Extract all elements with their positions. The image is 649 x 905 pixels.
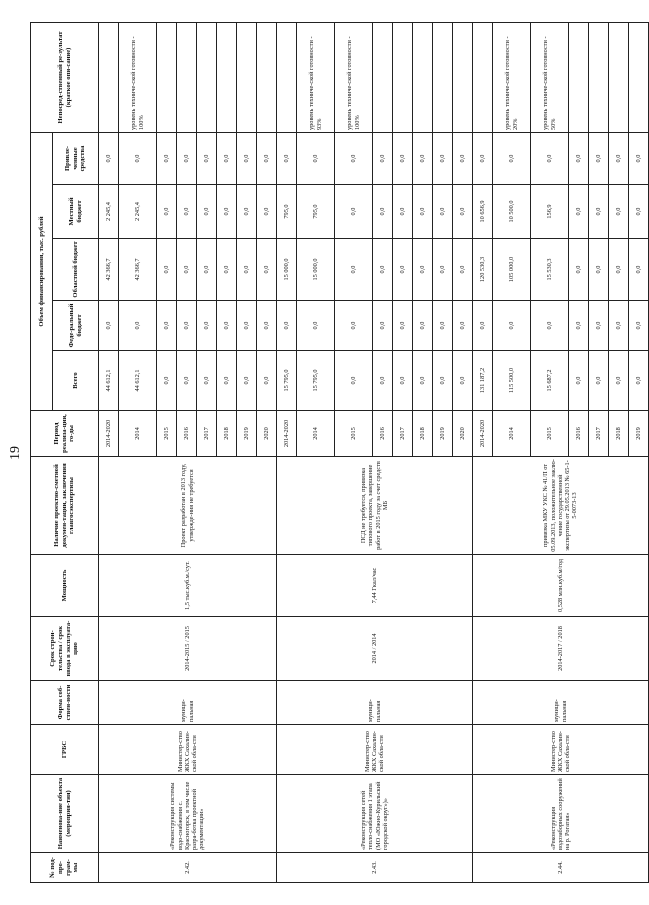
federal-cell: 0,0: [257, 301, 277, 351]
local-cell: 0,0: [217, 185, 237, 239]
regional-cell: 105 000,0: [493, 239, 531, 301]
period-cell: 2016: [373, 411, 393, 457]
local-cell: 0,0: [413, 185, 433, 239]
local-cell: 2 245,4: [119, 185, 157, 239]
result-cell: [177, 23, 197, 133]
table-body: [99, 23, 649, 883]
attracted-cell: 0,0: [531, 133, 569, 185]
result-cell: [569, 23, 589, 133]
total-cell: 0,0: [629, 351, 649, 411]
attracted-cell: 0,0: [589, 133, 609, 185]
local-cell: 10 500,0: [493, 185, 531, 239]
header-grbs: ГРБС: [31, 725, 99, 775]
total-cell: 0,0: [177, 351, 197, 411]
attracted-cell: 0,0: [277, 133, 297, 185]
local-cell: 10 656,9: [473, 185, 493, 239]
attracted-cell: 0,0: [393, 133, 413, 185]
object-term: 2014 / 2014: [277, 617, 473, 681]
attracted-cell: 0,0: [493, 133, 531, 185]
total-cell: 0,0: [453, 351, 473, 411]
local-cell: 2 245,4: [99, 185, 119, 239]
object-ownership: муници-пальная: [277, 681, 473, 725]
regional-cell: 0,0: [413, 239, 433, 301]
federal-cell: 0,0: [473, 301, 493, 351]
regional-cell: 0,0: [157, 239, 177, 301]
total-cell: 0,0: [589, 351, 609, 411]
federal-cell: 0,0: [277, 301, 297, 351]
regional-cell: 42 366,7: [99, 239, 119, 301]
result-cell: [277, 23, 297, 133]
object-number: 2.42.: [99, 853, 277, 883]
local-cell: 0,0: [569, 185, 589, 239]
attracted-cell: 0,0: [609, 133, 629, 185]
period-cell: 2014-2020: [99, 411, 119, 457]
table-row: [99, 23, 119, 883]
header-period: Период реализа-ции, го-ды: [31, 411, 99, 457]
result-cell: уровень техниче-ской готовности - 50%: [531, 23, 569, 133]
result-cell: [413, 23, 433, 133]
result-cell: [373, 23, 393, 133]
result-cell: уровень техниче-ской готовности - 93%: [297, 23, 335, 133]
total-cell: 0,0: [217, 351, 237, 411]
federal-cell: 0,0: [453, 301, 473, 351]
local-cell: 0,0: [237, 185, 257, 239]
federal-cell: 0,0: [237, 301, 257, 351]
period-cell: 2019: [629, 411, 649, 457]
object-name: «Реконструкция сетей тепло-снабжения 1 этапа (МО «Южно-Курильский городской округ»)»: [277, 775, 473, 853]
result-cell: [157, 23, 177, 133]
period-cell: 2014-2020: [277, 411, 297, 457]
local-cell: 156,9: [531, 185, 569, 239]
total-cell: 0,0: [197, 351, 217, 411]
header-docs: Наличие проектно-сметной докумен-тации, заключения главгосэкспертизы: [31, 457, 99, 555]
object-docs: привязка МКУ УКС № 41/П от 05.09.2013, положительное заклю-чение государственной экспертизы от 29.05.2013 № 65-1-5-0073-13: [473, 457, 649, 555]
result-cell: [99, 23, 119, 133]
attracted-cell: 0,0: [433, 133, 453, 185]
federal-cell: 0,0: [99, 301, 119, 351]
local-cell: 0,0: [433, 185, 453, 239]
total-cell: 0,0: [569, 351, 589, 411]
local-cell: 0,0: [629, 185, 649, 239]
federal-cell: 0,0: [217, 301, 237, 351]
result-cell: [589, 23, 609, 133]
period-cell: 2014: [119, 411, 157, 457]
header-power: Мощность: [31, 555, 99, 617]
attracted-cell: 0,0: [569, 133, 589, 185]
header-regional: Областной бюджет: [53, 239, 99, 301]
attracted-cell: 0,0: [297, 133, 335, 185]
attracted-cell: 0,0: [119, 133, 157, 185]
period-cell: 2019: [433, 411, 453, 457]
period-cell: 2020: [257, 411, 277, 457]
federal-cell: 0,0: [177, 301, 197, 351]
attracted-cell: 0,0: [373, 133, 393, 185]
total-cell: 44 612,1: [119, 351, 157, 411]
object-grbs: Министер-ство ЖКХ Сахалин-ской обла-сти: [473, 725, 649, 775]
period-cell: 2019: [237, 411, 257, 457]
result-cell: [609, 23, 629, 133]
header-form: Форма соб-ствен-ности: [31, 681, 99, 725]
result-cell: [257, 23, 277, 133]
regional-cell: 0,0: [433, 239, 453, 301]
period-cell: 2014: [493, 411, 531, 457]
total-cell: 0,0: [335, 351, 373, 411]
total-cell: 0,0: [413, 351, 433, 411]
object-grbs: Министер-ство ЖКХ Сахалин-ской обла-сти: [99, 725, 277, 775]
header-volume: Объем финансирования, тыс. рублей: [31, 133, 53, 411]
result-cell: уровень техниче-ской готовности - 100%: [335, 23, 373, 133]
total-cell: 0,0: [609, 351, 629, 411]
attracted-cell: 0,0: [99, 133, 119, 185]
federal-cell: 0,0: [335, 301, 373, 351]
federal-cell: 0,0: [493, 301, 531, 351]
period-cell: 2015: [531, 411, 569, 457]
total-cell: 0,0: [157, 351, 177, 411]
result-cell: [433, 23, 453, 133]
period-cell: 2017: [393, 411, 413, 457]
attracted-cell: 0,0: [629, 133, 649, 185]
header-name: Наименова-ние объекта (мероприя-тия): [31, 775, 99, 853]
regional-cell: 0,0: [569, 239, 589, 301]
local-cell: 0,0: [453, 185, 473, 239]
header-federal: Феде-ральный бюджет: [53, 301, 99, 351]
result-cell: [197, 23, 217, 133]
period-cell: 2018: [609, 411, 629, 457]
result-cell: [453, 23, 473, 133]
regional-cell: 0,0: [177, 239, 197, 301]
object-name: «Реконструкция водозаборных сооружений на р. Рогатая»: [473, 775, 649, 853]
local-cell: 0,0: [609, 185, 629, 239]
total-cell: 131 187,2: [473, 351, 493, 411]
federal-cell: 0,0: [589, 301, 609, 351]
attracted-cell: 0,0: [335, 133, 373, 185]
regional-cell: 42 366,7: [119, 239, 157, 301]
local-cell: 0,0: [335, 185, 373, 239]
result-cell: уровень техниче-ской готовности - 100%: [119, 23, 157, 133]
regional-cell: 0,0: [257, 239, 277, 301]
regional-cell: 15 000,0: [277, 239, 297, 301]
period-cell: 2015: [335, 411, 373, 457]
table-row: [473, 23, 493, 883]
object-grbs: Министер-ство ЖКХ Сахалин-ской обла-сти: [277, 725, 473, 775]
attracted-cell: 0,0: [453, 133, 473, 185]
object-name: «Реконструкция системы водо-снабжения с. Красногорск, в том числе разра-ботка проектной документации»: [99, 775, 277, 853]
attracted-cell: 0,0: [237, 133, 257, 185]
object-term: 2014-2015 / 2015: [99, 617, 277, 681]
total-cell: 15 687,2: [531, 351, 569, 411]
total-cell: 15 795,0: [277, 351, 297, 411]
result-cell: [393, 23, 413, 133]
period-cell: 2018: [217, 411, 237, 457]
local-cell: 0,0: [589, 185, 609, 239]
local-cell: 0,0: [257, 185, 277, 239]
local-cell: 0,0: [177, 185, 197, 239]
federal-cell: 0,0: [119, 301, 157, 351]
federal-cell: 0,0: [297, 301, 335, 351]
result-cell: уровень техниче-ской готовности - 20%: [493, 23, 531, 133]
federal-cell: 0,0: [373, 301, 393, 351]
period-cell: 2014-2020: [473, 411, 493, 457]
attracted-cell: 0,0: [413, 133, 433, 185]
local-cell: 795,0: [297, 185, 335, 239]
regional-cell: 120 530,3: [473, 239, 493, 301]
regional-cell: 0,0: [393, 239, 413, 301]
table-row: [277, 23, 297, 883]
period-cell: 2020: [453, 411, 473, 457]
object-ownership: муници-пальная: [473, 681, 649, 725]
federal-cell: 0,0: [393, 301, 413, 351]
total-cell: 0,0: [257, 351, 277, 411]
regional-cell: 0,0: [629, 239, 649, 301]
regional-cell: 0,0: [335, 239, 373, 301]
result-cell: [217, 23, 237, 133]
local-cell: 0,0: [393, 185, 413, 239]
federal-cell: 0,0: [197, 301, 217, 351]
object-docs: Проект разработан в 2013 году, утвержде-ния не требуется: [99, 457, 277, 555]
local-cell: 0,0: [157, 185, 177, 239]
total-cell: 0,0: [237, 351, 257, 411]
regional-cell: 0,0: [217, 239, 237, 301]
attracted-cell: 0,0: [257, 133, 277, 185]
period-cell: 2015: [157, 411, 177, 457]
header-attracted: Привле-ченные средства: [53, 133, 99, 185]
object-docs: ПСД не требуется, привязка типового проекта, завершение работ в 2015 году за счет средств МБ: [277, 457, 473, 555]
financing-table: [30, 22, 649, 883]
regional-cell: 0,0: [609, 239, 629, 301]
federal-cell: 0,0: [413, 301, 433, 351]
object-power: 0,528 млн.куб.м/год: [473, 555, 649, 617]
period-cell: 2016: [177, 411, 197, 457]
federal-cell: 0,0: [531, 301, 569, 351]
header-result: Непосред-ственный ре-зультат (краткое опи-сание): [31, 23, 99, 133]
regional-cell: 0,0: [589, 239, 609, 301]
local-cell: 0,0: [373, 185, 393, 239]
header-term: Срок строи-тельства / срок ввода в эксплуата-цию: [31, 617, 99, 681]
local-cell: 795,0: [277, 185, 297, 239]
period-cell: 2018: [413, 411, 433, 457]
federal-cell: 0,0: [609, 301, 629, 351]
federal-cell: 0,0: [157, 301, 177, 351]
total-cell: 15 795,0: [297, 351, 335, 411]
object-power: 7,44 Гкал/час: [277, 555, 473, 617]
object-number: 2.44.: [473, 853, 649, 883]
federal-cell: 0,0: [433, 301, 453, 351]
period-cell: 2017: [589, 411, 609, 457]
header-no: № под-про-грам-мы: [31, 853, 99, 883]
page-number: 19: [8, 446, 23, 460]
regional-cell: 0,0: [237, 239, 257, 301]
regional-cell: 15 530,3: [531, 239, 569, 301]
total-cell: 115 500,0: [493, 351, 531, 411]
local-cell: 0,0: [197, 185, 217, 239]
attracted-cell: 0,0: [197, 133, 217, 185]
period-cell: 2016: [569, 411, 589, 457]
attracted-cell: 0,0: [177, 133, 197, 185]
total-cell: 0,0: [393, 351, 413, 411]
period-cell: 2017: [197, 411, 217, 457]
attracted-cell: 0,0: [473, 133, 493, 185]
federal-cell: 0,0: [569, 301, 589, 351]
regional-cell: 0,0: [373, 239, 393, 301]
federal-cell: 0,0: [629, 301, 649, 351]
result-cell: [629, 23, 649, 133]
object-power: 1,5 тыс.куб.м./сут.: [99, 555, 277, 617]
attracted-cell: 0,0: [157, 133, 177, 185]
result-cell: [237, 23, 257, 133]
object-term: 2014-2017 / 2018: [473, 617, 649, 681]
object-number: 2.43.: [277, 853, 473, 883]
total-cell: 44 612,1: [99, 351, 119, 411]
attracted-cell: 0,0: [217, 133, 237, 185]
regional-cell: 0,0: [197, 239, 217, 301]
total-cell: 0,0: [433, 351, 453, 411]
total-cell: 0,0: [373, 351, 393, 411]
period-cell: 2014: [297, 411, 335, 457]
regional-cell: 15 000,0: [297, 239, 335, 301]
result-cell: [473, 23, 493, 133]
header-local: Местный бюджет: [53, 185, 99, 239]
object-ownership: муници-пальная: [99, 681, 277, 725]
header-total: Всего: [53, 351, 99, 411]
regional-cell: 0,0: [453, 239, 473, 301]
